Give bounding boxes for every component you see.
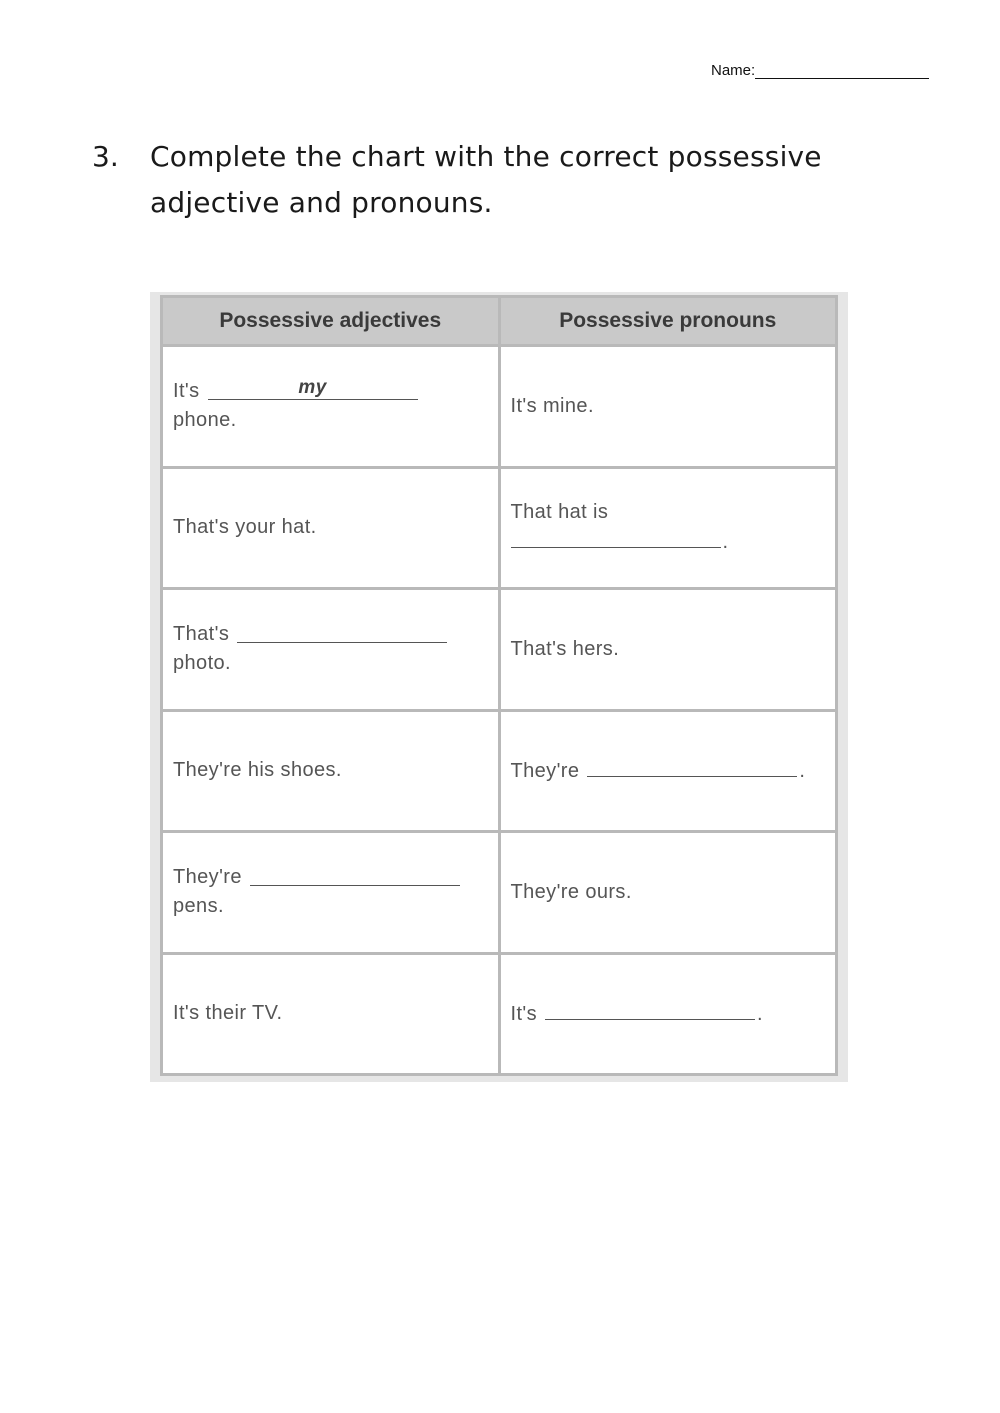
name-blank[interactable]	[755, 62, 929, 79]
cell-adjective	[162, 589, 500, 711]
table-row	[162, 953, 837, 1075]
answer-blank[interactable]	[250, 865, 460, 886]
name-label: Name:	[711, 62, 756, 79]
cell-text: That hat is	[510, 501, 609, 524]
table-row	[162, 467, 837, 589]
cell-text: That's	[173, 623, 230, 646]
cell-pronoun	[499, 467, 837, 589]
possessives-table	[160, 295, 838, 1076]
cell-pronoun	[499, 710, 837, 832]
cell-pronoun: That's hers.	[499, 589, 837, 711]
question-number: 3.	[92, 140, 119, 173]
cell-text: They're	[510, 759, 580, 782]
answer-blank[interactable]	[208, 379, 418, 400]
table-row	[162, 346, 837, 468]
cell-pronoun: It's mine.	[499, 346, 837, 468]
answer-blank[interactable]	[237, 622, 447, 643]
cell-pronoun	[499, 953, 837, 1075]
cell-adjective: It's their TV.	[162, 953, 500, 1075]
table-header-row	[162, 297, 837, 346]
cell-period: .	[757, 1002, 764, 1025]
header-possessive-adjectives: Possessive adjectives	[162, 297, 500, 346]
cell-adjective	[162, 346, 500, 468]
cell-adjective	[162, 832, 500, 954]
answer-blank[interactable]	[545, 999, 755, 1020]
cell-adjective: That's your hat.	[162, 467, 500, 589]
cell-text: It's	[510, 1002, 538, 1025]
answer-blank[interactable]	[587, 756, 797, 777]
chart-image	[150, 292, 848, 1082]
cell-adjective: They're his shoes.	[162, 710, 500, 832]
cell-period: .	[722, 531, 729, 554]
cell-text: They're	[173, 866, 242, 889]
cell-period: .	[799, 759, 806, 782]
cell-text: photo.	[173, 652, 232, 675]
table-row	[162, 589, 837, 711]
cell-text: pens.	[173, 895, 224, 918]
cell-text: It's	[173, 380, 200, 403]
question-text: Complete the chart with the correct possessive adjective and pronouns.	[150, 140, 822, 219]
name-field-label	[711, 62, 929, 79]
cell-text: phone.	[173, 409, 237, 432]
filled-answer: my	[298, 377, 327, 399]
header-possessive-pronouns: Possessive pronouns	[499, 297, 837, 346]
question	[92, 134, 852, 226]
table-row	[162, 832, 837, 954]
table-row	[162, 710, 837, 832]
answer-blank[interactable]	[511, 527, 721, 548]
cell-pronoun: They're ours.	[499, 832, 837, 954]
